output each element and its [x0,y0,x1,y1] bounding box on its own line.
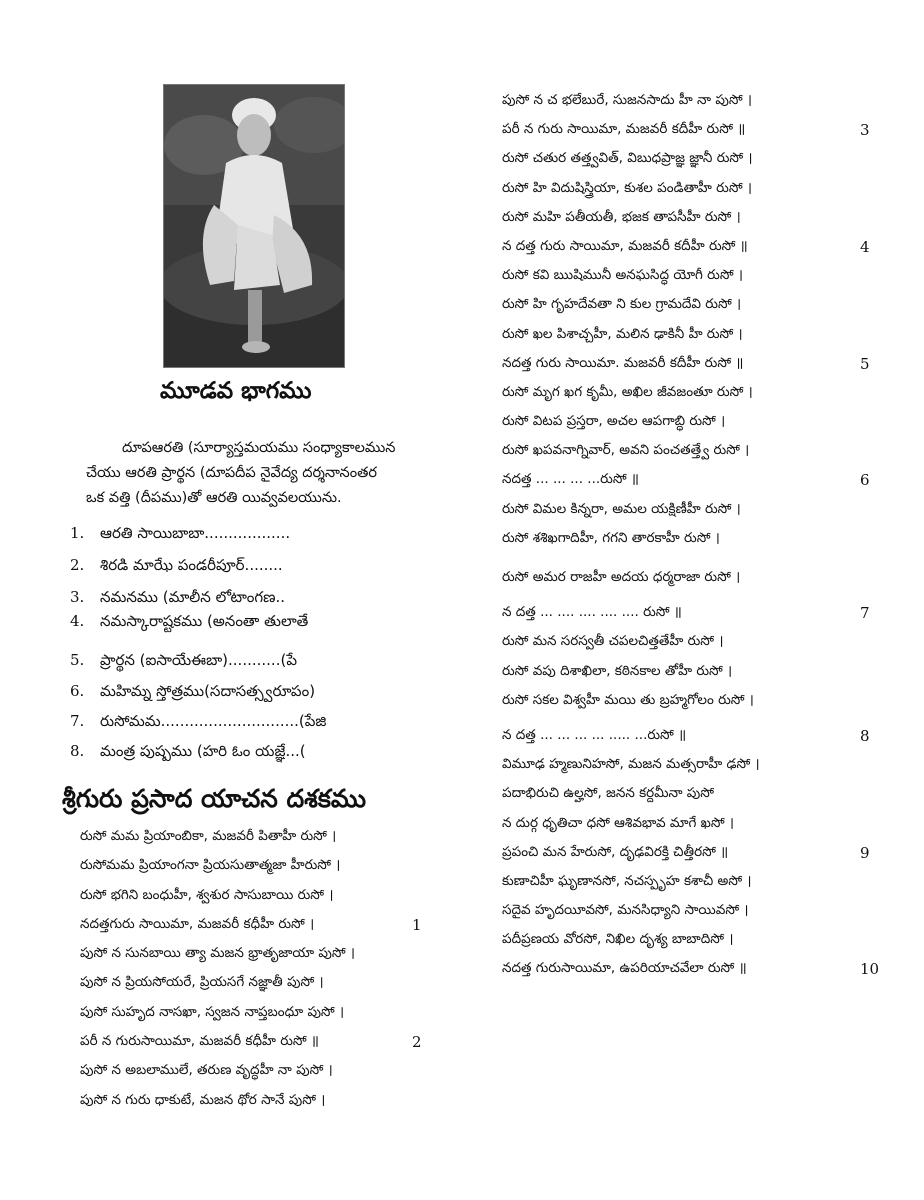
verse-text: పుసో న సునబాయి త్యా మజన భ్రాతృజాయా పుసో । [80,945,355,962]
list-number: 4. [70,612,85,630]
verse-text: రుసో విమల కిన్నరా, అమల యక్షిణీహీ రుసో । [502,500,741,517]
verse-line [502,326,892,355]
verse-line [502,238,892,267]
list-number: 1. [70,524,85,542]
verse-line [502,92,892,121]
verse-number: 6 [860,471,870,490]
verse-line [80,1062,460,1091]
verse-text: పదాభిరుచి ఉల్హసో, జనన కర్దమీనా పుసో [502,785,715,802]
list-item [70,612,308,634]
verse-text: నదత్తగురు సాయిమా, మజవరీ కధీహీ రుసో । [80,915,315,932]
intro-line: ఒక వత్తి (దీపము)తో ఆరతి యివ్వవలయును. [86,490,342,506]
verse-line [502,785,892,814]
verse-line [502,692,892,721]
list-item [70,651,297,673]
list-text: మంత్ర పుష్పము (హరి ఓం యజ్ఞే...( [100,742,306,760]
intro-paragraph [86,436,471,511]
verse-text: రుసో మహి పతీయతీ, భజక తాపసీహీ రుసో । [502,208,741,225]
verse-line [502,384,892,413]
verse-line [80,945,460,974]
verse-text: పదీప్రణయ వోరసో, నిఖిల దృశ్య బాబాదిసో । [502,931,734,948]
verse-line [502,902,892,931]
verse-text: రుసో హి విదుషిస్త్రియా, కుశల పండితాహీ రుసో । [502,179,752,196]
verse-line [502,873,892,902]
verse-line [502,267,892,296]
list-text: నమనము (మాలీన లోటాంగణ.. [100,588,286,606]
verse-text: రుసో వపు దిశాఖిలా, కఠినకాల తోహీ రుసో । [502,662,733,679]
list-number: 5. [70,651,85,669]
verse-text: పుసో న గురు ధాకుటే, మజన థోర సానే పుసో । [80,1091,326,1108]
verse-text: పుసో సుహృద నాసఖా, స్వజన నాప్తబంధూ పుసో । [80,1003,345,1020]
verse-line [502,931,892,960]
verse-number: 10 [860,960,880,979]
verse-text: సదైవ హృదయీవసో, మనసిధ్యాని సాయివసో । [502,902,749,919]
list-item [70,556,283,578]
verse-number: 1 [412,915,422,934]
sai-baba-photo [163,84,345,368]
list-item [70,712,326,734]
verse-text: పుసో న చ భలేబురే, సుజనసాదు హీ నా పుసో । [502,92,752,108]
verse-text: న దత్త ... .... .... .... .... రుసో ॥ [502,604,682,621]
intro-line: చేయు ఆరతి ప్రార్థన (దూపదీప నైవేద్య దర్శనానంతర [86,465,377,481]
verse-list-right [502,92,892,990]
verse-line [80,1004,460,1033]
list-number: 6. [70,682,85,700]
verse-line [80,1033,460,1062]
verse-number: 9 [860,843,870,862]
list-text: రుసోమమ.............................(పేజి [100,712,327,730]
verse-line [502,121,892,150]
verse-text: విమూఢ హ్మణునిహసో, మజన మత్సరాహీ ఢసో । [502,756,760,773]
verse-line [502,471,892,500]
list-item [70,742,306,764]
list-item [70,524,290,546]
verse-text: న దత్త ... ... ... ... ..... ...రుసో ॥ [502,726,687,743]
verse-line [502,296,892,325]
verse-text: రుసో శశిఖగాదిహీ, గగని తారకాహీ రుసో । [502,529,720,546]
list-text: ప్రార్థన (ఐసాయేఈబా)...........(పే [100,651,297,669]
list-text: మహిమ్న స్తోత్రము(సదాసత్స్వరూపం) [100,682,316,700]
verse-line [502,180,892,209]
verse-text: నదత్త గురుసాయిమా, ఉపరియాచవేలా రుసో ॥ [502,960,747,977]
list-number: 8. [70,742,85,760]
list-number: 7. [70,712,85,730]
verse-line [80,916,460,945]
verse-list-left [80,828,460,1121]
verse-line [502,530,892,559]
verse-line [80,974,460,1003]
verse-text: రుసో మృగ ఖగ కృమీ, అఖిల జీవజంతూ రుసో । [502,383,753,400]
verse-text: రుసో మన సరస్వతీ చపలచిత్తతేహీ రుసో । [502,633,724,650]
verse-line [80,1092,460,1121]
verse-text: రుసో భగిని బంధుహీ, శ్వశుర సాసుబాయి రుసో । [80,886,334,903]
verse-text: రుసో విటప ప్రస్తరా, అచల ఆపగాబ్ధి రుసో । [502,413,726,430]
verse-text: రుసో కవి ఋషిమునీ అనఘసిద్ధ యోగీ రుసో । [502,267,744,284]
verse-line [502,815,892,844]
stotra-heading: శ్రీగురు ప్రసాద యాచన దశకము [62,784,367,813]
list-item [70,682,315,704]
verse-number: 3 [860,121,870,140]
verse-text: కుణాచిహీ ఘృణానసో, నచస్పృహ కశాచీ అసో । [502,872,752,889]
verse-text: ప్రపంచి మన హేరుసో, దృఢవిరక్తి చిత్తీరసో ॥ [502,843,729,860]
verse-text: రుసో చతుర తత్త్వవిత్, విబుధప్రాజ్ఞ జ్ఞానీ రుసో । [502,150,753,167]
verse-line [502,756,892,785]
verse-number: 4 [860,237,870,256]
section-title: మూడవ భాగము [160,378,312,404]
list-item [70,588,285,610]
verse-text: పరీ న గురుసాయిమా, మజవరీ కధీహీ రుసో ॥ [80,1033,320,1050]
verse-line [502,569,892,598]
list-text: శిరడి మాఝే పండరీపూర్........ [100,556,283,574]
verse-line [502,413,892,442]
verse-line [80,828,460,857]
verse-text: రుసో మమ ప్రియాంబికా, మజవరీ పితాహీ రుసో । [80,828,337,844]
verse-text: న దుర్గ ధృతిచా ధసో ఆశివభావ మాగే ఖసో । [502,814,734,831]
verse-text: రుసో హి గృహదేవతా ని కుల గ్రామదేవి రుసో । [502,296,742,313]
list-text: నమస్కారాష్టకము (అనంతా తులాతే [100,612,309,630]
verse-line [502,844,892,873]
verse-text: న దత్త గురు సాయిమా, మజవరీ కదీహీ రుసో ॥ [502,237,748,254]
list-number: 2. [70,556,85,574]
verse-text: రుసోమమ ప్రియాంగనా ప్రియసుతాత్మజా హీరుసో । [80,857,341,874]
verse-line [502,663,892,692]
verse-line [80,887,460,916]
verse-number: 7 [860,604,870,623]
verse-text: రుసో అమర రాజహీ అదయ ధర్మరాజా రుసో । [502,569,741,585]
verse-text: పుసో న అబలాములే, తరుణ వృద్ధహీ నా పుసో । [80,1062,333,1079]
verse-number: 2 [412,1033,422,1052]
verse-line [502,960,892,989]
verse-text: పుసో న ప్రియసోయరే, ప్రియసగే నజ్ఞాతీ పుసో । [80,974,324,991]
verse-line [80,857,460,886]
verse-text: రుసో ఖల పిశాచ్చహీ, మలిన ఢాకినీ హీ రుసో । [502,325,743,342]
verse-number: 8 [860,726,870,745]
verse-line [502,501,892,530]
verse-line [502,442,892,471]
verse-text: నదత్త ... ... ... ...రుసో ॥ [502,471,639,488]
verse-line [502,633,892,662]
verse-text: నదత్త గురు సాయిమా. మజవరీ కదీహీ రుసో ॥ [502,354,744,371]
intro-line: దూపఆరతి (సూర్యాస్తమయము సంధ్యాకాలమున [122,440,396,456]
verse-line [502,150,892,179]
list-number: 3. [70,588,85,606]
verse-line [502,355,892,384]
verse-line [502,209,892,238]
verse-number: 5 [860,354,870,373]
verse-text: రుసో సకల విశ్వహీ మయి తు బ్రహ్మగోలం రుసో । [502,691,754,708]
verse-text: రుసో ఖపవనాగ్నివార్, అవని పంచతత్త్వే రుసో । [502,442,750,459]
list-text: ఆరతి సాయిబాబా.................. [100,524,291,542]
verse-line [502,604,892,633]
verse-text: పరీ న గురు సాయిమా, మజవరీ కదీహీ రుసో ॥ [502,121,746,138]
verse-line [502,727,892,756]
